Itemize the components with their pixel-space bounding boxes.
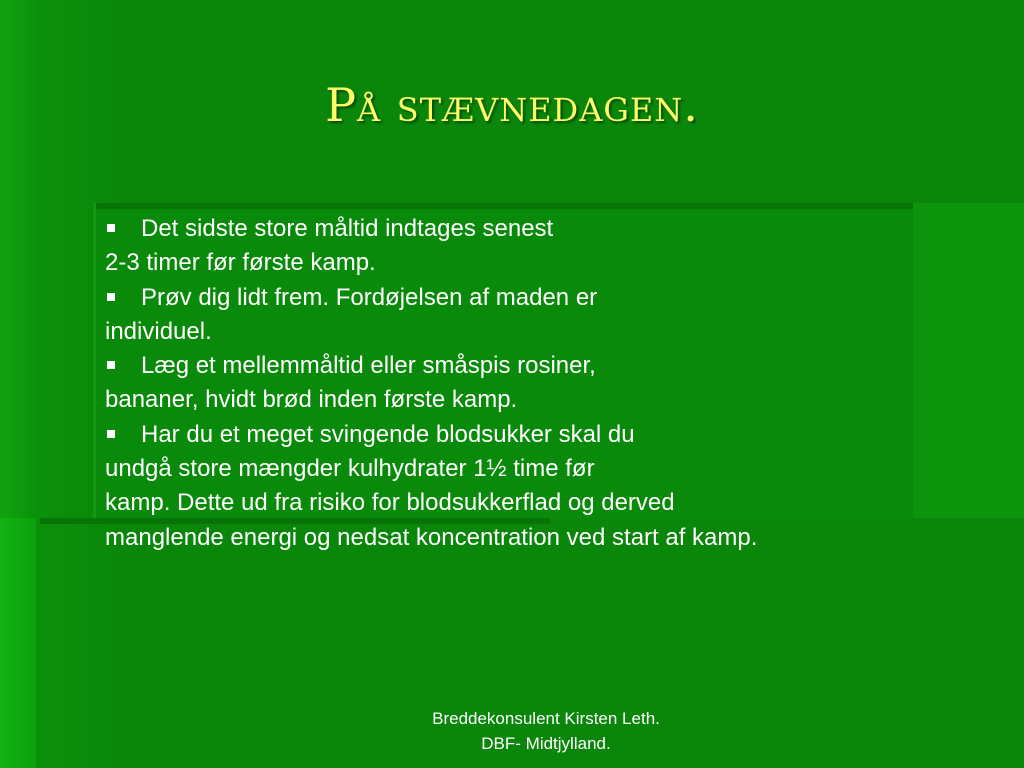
slide-title: På stævnedagen. [325,78,699,132]
bullet-item [105,418,1005,555]
decorative-line-left [36,518,40,768]
bullet-text: Har du et meget svingende blodsukker skal du [141,420,635,448]
slide-footer [380,706,712,756]
bullet-continuation: kamp. Dette ud fra risiko for blodsukkerflad og derved [105,489,675,517]
bullet-item [105,212,1005,281]
square-bullet-icon [107,293,115,301]
footer-author: Breddekonsulent Kirsten Leth. [432,709,660,728]
bullet-item [105,281,1005,350]
bullet-text: Læg et mellemmåltid eller småspis rosiner, [141,352,596,380]
bullet-continuation: undgå store mængder kulhydrater 1½ time før [105,455,595,483]
square-bullet-icon [107,224,115,232]
bullet-text: Prøv dig lidt frem. Fordøjelsen af maden er [141,283,598,311]
bullet-continuation: bananer, hvidt brød inden første kamp. [105,386,518,414]
decorative-band-top [95,203,913,209]
bullet-text: Det sidste store måltid indtages senest [141,215,554,242]
bullet-continuation: 2-3 timer før første kamp. [105,249,376,277]
footer-organization: DBF- Midtjylland. [481,734,611,753]
bullet-item [105,349,1005,418]
decorative-line-vertical [93,203,96,521]
bullet-continuation: manglende energi og nedsat koncentration ved start af kamp. [105,523,758,551]
decorative-panel-bottom-left [0,518,40,768]
square-bullet-icon [107,430,115,438]
bullet-continuation: individuel. [105,317,212,345]
square-bullet-icon [107,361,115,369]
slide-body [105,212,1005,555]
